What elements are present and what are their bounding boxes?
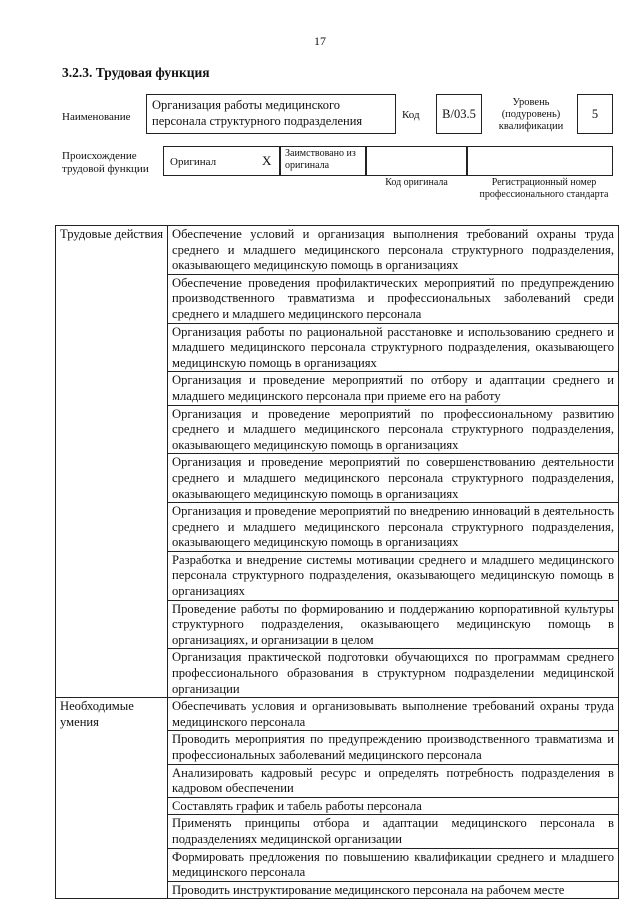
reg-number-cell [467, 146, 613, 176]
table-row [56, 698, 619, 731]
required-skills-item: Применять принципы отбора и адаптации медицинского персонала в подразделениях медицинской организации [168, 815, 619, 848]
labor-actions-item: Организация работы по рациональной расстановке и использованию среднего и младшего медицинского персонала структурного подразделения, оказывающего медицинскую помощь в организациях [168, 323, 619, 372]
required-skills-item: Составлять график и табель работы персонала [168, 797, 619, 815]
original-mark: X [262, 153, 272, 168]
labor-actions-item: Проведение работы по формированию и поддержанию корпоративной культуры структурного подразделения, оказывающего медицинскую помощь в организациях, и организации в целом [168, 600, 619, 649]
level-label: Уровень (подуровень) квалификации [498, 97, 564, 132]
function-code: B/03.5 [442, 107, 476, 121]
name-value-box [146, 94, 396, 134]
function-details-table [55, 225, 619, 899]
page-number: 17 [314, 34, 326, 48]
section-title: 3.2.3. Трудовая функция [62, 65, 210, 80]
labor-actions-item: Разработка и внедрение системы мотивации среднего и младшего медицинского персонала структурного подразделения, оказывающего медицинскую помощь в организациях [168, 551, 619, 600]
required-skills-item: Формировать предложения по повышению квалификации среднего и младшего медицинского персонала [168, 848, 619, 881]
table-row [56, 226, 619, 275]
labor-actions-item: Организация и проведение мероприятий по отбору и адаптации среднего и младшего медицинского персонала при приеме его на работу [168, 372, 619, 405]
original-cell [163, 146, 280, 176]
labor-actions-item: Организация и проведение мероприятий по внедрению инноваций в деятельность среднего и младшего медицинского персонала структурного подразделения, оказывающего медицинскую помощь в организациях [168, 503, 619, 552]
code-value-box [436, 94, 482, 134]
borrowed-label: Заимствовано из оригинала [285, 148, 356, 171]
origin-label: Происхождение трудовой функции [62, 150, 149, 175]
labor-actions-item: Организация и проведение мероприятий по совершенствованию деятельности среднего и младшего медицинского персонала структурного подразделения, оказывающего медицинскую помощь в организациях [168, 454, 619, 503]
code-original-caption: Код оригинала [385, 177, 448, 188]
labor-actions-item: Обеспечение проведения профилактических мероприятий по предупреждению производственного травматизма и профессиональных заболеваний среди среднего и младшего медицинского персонала [168, 274, 619, 323]
labor-actions-heading: Трудовые действия [56, 226, 168, 698]
borrowed-cell [280, 146, 366, 176]
labor-actions-item: Организация и проведение мероприятий по профессиональному развитию среднего и младшего медицинского персонала структурного подразделения, оказывающего медицинскую помощь в организациях [168, 405, 619, 454]
name-label: Наименование [62, 111, 131, 123]
labor-actions-item: Обеспечение условий и организация выполнения требований охраны труда среднего и младшего медицинского персонала структурного подразделения, оказывающего медицинскую помощь в организациях [168, 226, 619, 275]
required-skills-item: Анализировать кадровый ресурс и определять потребность подразделения в кадровом обеспечении [168, 764, 619, 797]
code-label: Код [402, 109, 420, 121]
reg-number-caption: Регистрационный номер профессионального стандарта [479, 177, 609, 200]
level-value-box [577, 94, 613, 134]
table-body [56, 226, 619, 899]
qualification-level: 5 [591, 107, 599, 121]
required-skills-item: Проводить инструктирование медицинского персонала на рабочем месте [168, 881, 619, 899]
required-skills-heading: Необходимые умения [56, 698, 168, 899]
labor-actions-item: Организация практической подготовки обучающихся по программам среднего профессионального образования в структурном подразделении медицинской организации [168, 649, 619, 698]
required-skills-item: Обеспечивать условия и организовывать выполнение требований охраны труда медицинского персонала [168, 698, 619, 731]
required-skills-item: Проводить мероприятия по предупреждению производственного травматизма и профессиональных заболеваний медицинского персонала [168, 731, 619, 764]
original-label: Оригинал [170, 156, 217, 168]
function-name: Организация работы медицинского персонала структурного подразделения [152, 98, 363, 128]
code-original-cell [366, 146, 467, 176]
